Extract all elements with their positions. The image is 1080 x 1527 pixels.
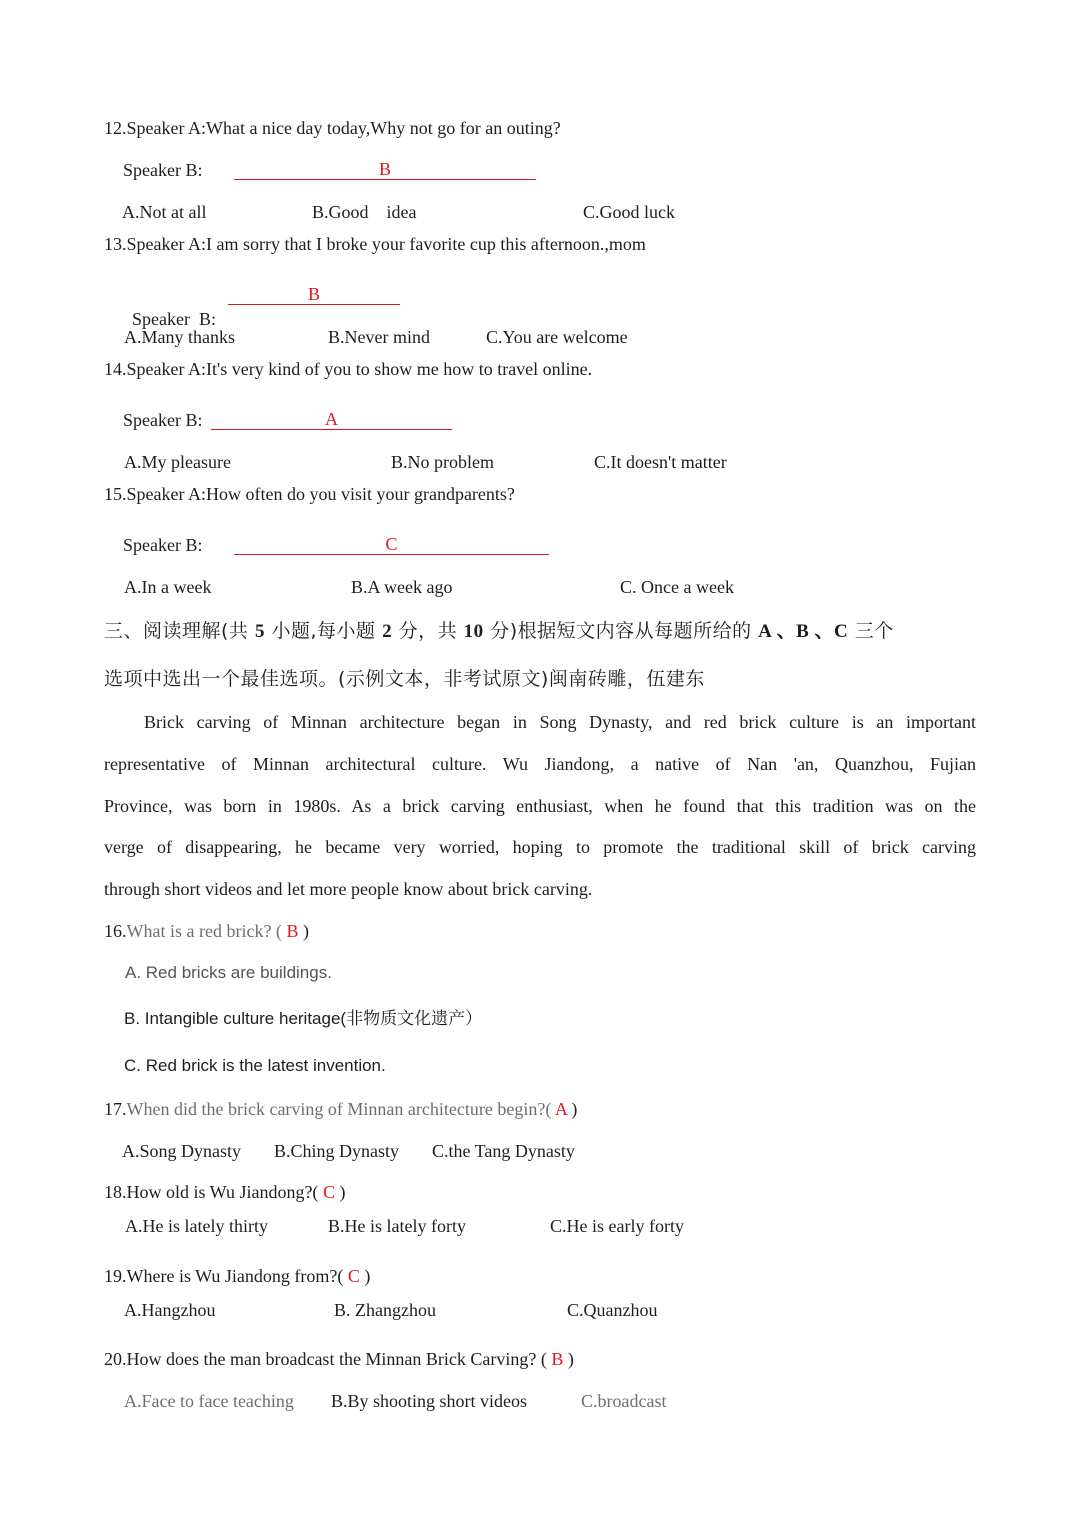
question-19-option-b: B. Zhangzhou — [334, 1300, 436, 1320]
question-13-prompt: 13.Speaker A:I am sorry that I broke your favorite cup this afternoon.,mom — [104, 234, 646, 254]
question-18-option-b: B.He is lately forty — [328, 1216, 466, 1236]
reading-passage — [104, 702, 976, 911]
question-16-option-a: A. Red bricks are buildings. — [125, 963, 332, 982]
passage-line: Province, was born in 1980s. As a brick carving enthusiast, when he found that this tradition was on the — [104, 795, 976, 816]
question-19-option-a: A.Hangzhou — [124, 1300, 216, 1320]
question-20-option-a: A.Face to face teaching — [124, 1391, 294, 1411]
passage-line: representative of Minnan architectural culture. Wu Jiandong, a native of Nan 'an, Quanzhou, Fujian — [104, 753, 976, 774]
question-18-answer: C — [322, 1182, 335, 1202]
passage-line: Brick carving of Minnan architecture began in Song Dynasty, and red brick culture is an important — [144, 712, 976, 732]
question-18-stem: 18.How old is Wu Jiandong?( C ) — [104, 1182, 346, 1202]
question-17-answer: A — [554, 1099, 567, 1119]
question-16-stem: 16.What is a red brick? ( B ) — [104, 921, 309, 941]
question-17-option-a: A.Song Dynasty — [122, 1141, 242, 1161]
question-17-option-b: B.Ching Dynasty — [274, 1141, 400, 1161]
question-12-option-a: A.Not at all — [122, 202, 207, 222]
question-13-answer-blank: B — [228, 284, 400, 305]
question-20-stem: 20.How does the man broadcast the Minnan Brick Carving? ( B ) — [104, 1349, 574, 1369]
question-19-answer: C — [347, 1266, 360, 1286]
question-16-answer: B — [286, 921, 299, 941]
question-20-option-c: C.broadcast — [581, 1391, 667, 1411]
question-19-stem: 19.Where is Wu Jiandong from?( C ) — [104, 1266, 371, 1286]
question-15-option-c: C. Once a week — [620, 577, 734, 597]
question-20-option-b: B.By shooting short videos — [331, 1391, 528, 1411]
passage-line: verge of disappearing, he became very worried, hoping to promote the traditional skill of brick carving — [104, 837, 976, 858]
question-15-option-a: A.In a week — [124, 577, 212, 597]
question-14-answer-blank: A — [211, 409, 452, 430]
section-3-heading: 三、阅读理解(共 5 小题,每小题 2 分，共 10 分)根据短文内容从每题所给的 A 、B 、C 三个 — [104, 620, 894, 642]
question-19-option-c: C.Quanzhou — [567, 1300, 658, 1320]
question-13-option-a: A.Many thanks — [124, 327, 235, 347]
question-12-speaker-b: Speaker B: — [123, 160, 203, 180]
question-13-option-c: C.You are welcome — [486, 327, 628, 347]
question-18-option-a: A.He is lately thirty — [125, 1216, 268, 1236]
question-15-prompt: 15.Speaker A:How often do you visit your grandparents? — [104, 484, 515, 504]
question-12-answer-blank: B — [234, 159, 536, 180]
question-14-option-c: C.It doesn't matter — [594, 452, 727, 472]
passage-line: through short videos and let more people know about brick carving. — [104, 879, 593, 900]
question-13-option-b: B.Never mind — [328, 327, 430, 347]
question-16-option-b: B. Intangible culture heritage(非物质文化遗产） — [124, 1009, 483, 1028]
question-12-option-b: B.Good idea — [312, 202, 417, 222]
question-13-speaker-b: Speaker B: — [132, 309, 216, 329]
question-20-answer: B — [551, 1349, 564, 1369]
question-16-option-c: C. Red brick is the latest invention. — [124, 1056, 386, 1075]
question-15-speaker-b: Speaker B: — [123, 535, 203, 555]
section-3-heading-line-2: 选项中选出一个最佳选项。(示例文本，非考试原文)闽南砖雕，伍建东 — [104, 668, 705, 690]
question-14-option-a: A.My pleasure — [124, 452, 231, 472]
question-14-speaker-b: Speaker B: — [123, 410, 203, 430]
question-17-option-c: C.the Tang Dynasty — [432, 1141, 575, 1161]
question-12-prompt: 12.Speaker A:What a nice day today,Why not go for an outing? — [104, 118, 561, 138]
question-17-stem: 17.When did the brick carving of Minnan architecture begin?( A ) — [104, 1099, 578, 1119]
question-14-option-b: B.No problem — [391, 452, 494, 472]
question-12-option-c: C.Good luck — [583, 202, 675, 222]
question-15-answer-blank: C — [234, 534, 549, 555]
question-14-prompt: 14.Speaker A:It's very kind of you to show me how to travel online. — [104, 359, 593, 379]
question-18-option-c: C.He is early forty — [550, 1216, 684, 1236]
question-15-option-b: B.A week ago — [351, 577, 453, 597]
